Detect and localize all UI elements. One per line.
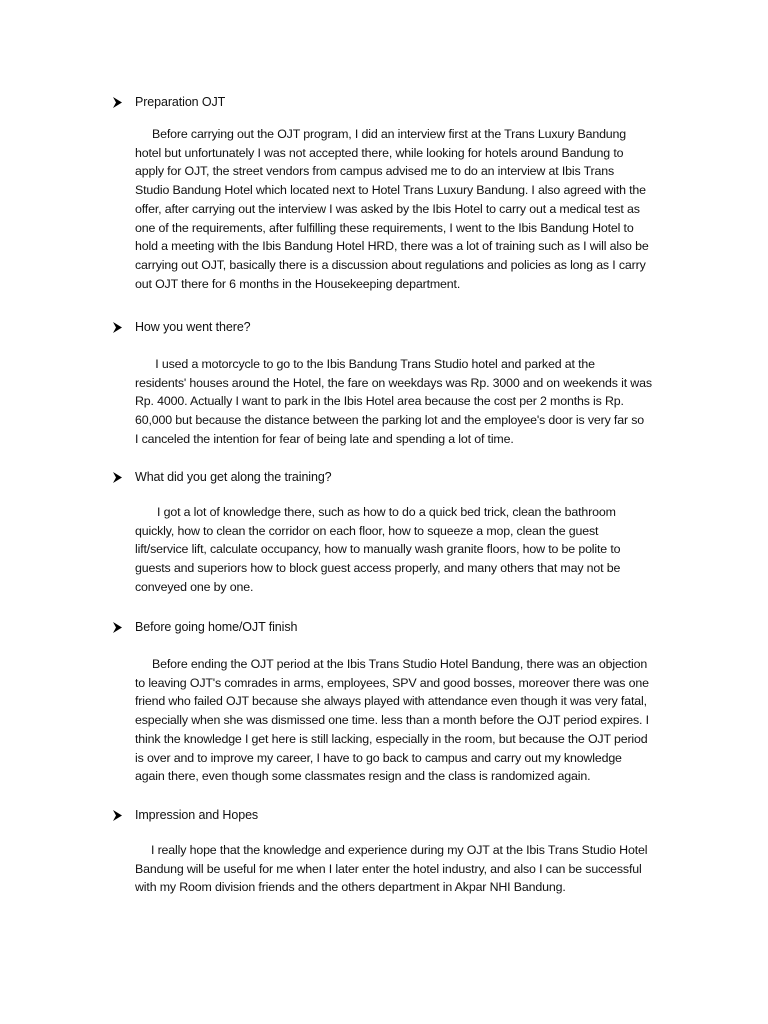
section-paragraph	[135, 841, 672, 897]
arrow-bullet-icon	[112, 97, 135, 108]
paragraph-line: Bandung will be useful for me when I later enter the hotel industry, and also I can be successful	[135, 861, 642, 876]
paragraph-line: Before carrying out the OJT program, I did an interview first at the Trans Luxury Bandung	[152, 127, 627, 141]
section-heading-text: What did you get along the training?	[135, 470, 332, 484]
paragraph-line: conveyed one by one.	[135, 579, 254, 594]
paragraph-line: I got a lot of knowledge there, such as how to do a quick bed trick, clean the bathroom	[157, 505, 616, 519]
section-paragraph	[135, 655, 672, 786]
paragraph-line: I really hope that the knowledge and experience during my OJT at the Ibis Trans Studio Hotel	[151, 843, 648, 857]
section-heading-text: Before going home/OJT finish	[135, 620, 298, 634]
paragraph-line: friend who failed OJT because she always played with attendance even though it was very fatal,	[135, 694, 647, 709]
paragraph-line: carrying out OJT, basically there is a discussion about regulations and policies as long as I carry	[135, 257, 646, 272]
arrow-bullet-icon	[112, 810, 135, 821]
section-paragraph	[135, 355, 672, 449]
paragraph-line: is over and to improve my career, I have to go back to campus and carry out my knowledge	[135, 750, 622, 765]
paragraph-line: I used a motorcycle to go to the Ibis Bandung Trans Studio hotel and parked at the	[152, 357, 595, 371]
paragraph-line: offer, after carrying out the interview I was asked by the Ibis Hotel to carry out a medical test as	[135, 201, 640, 216]
paragraph-line: Rp. 4000. Actually I want to park in the Ibis Hotel area because the cost per 2 months is Rp.	[135, 394, 624, 409]
paragraph-line: especially when she was dismissed one time. less than a month before the OJT period expires. I	[135, 713, 649, 728]
paragraph-line: think the knowledge I get here is still lacking, especially in the room, but because the OJT period	[135, 731, 648, 746]
section-preparation-ojt	[112, 92, 672, 293]
paragraph-line: apply for OJT, the street vendors from campus advised me to do an interview at Ibis Trans	[135, 164, 615, 179]
section-heading	[112, 467, 672, 487]
paragraph-line: out OJT there for 6 months in the Housekeeping department.	[135, 276, 461, 291]
section-heading	[112, 92, 672, 112]
paragraph-line: I canceled the intention for fear of being late and spending a lot of time.	[135, 431, 514, 446]
paragraph-line: one of the requirements, after fulfilling these requirements, I went to the Ibis Bandung Hotel to	[135, 220, 634, 235]
paragraph-line: hold a meeting with the Ibis Bandung Hotel HRD, there was a lot of training such as I will also be	[135, 239, 649, 254]
paragraph-line: hotel but unfortunately I was not accepted there, while looking for hotels around Bandung to	[135, 145, 624, 160]
arrow-bullet-icon	[112, 322, 135, 333]
section-heading-text: Impression and Hopes	[135, 808, 259, 822]
section-before-going-home	[112, 617, 672, 786]
paragraph-line: Before ending the OJT period at the Ibis Trans Studio Hotel Bandung, there was an objection	[152, 657, 648, 671]
arrow-bullet-icon	[112, 622, 135, 633]
paragraph-line: residents' houses around the Hotel, the fare on weekdays was Rp. 3000 and on weekends it was	[135, 375, 652, 390]
section-heading-text: Preparation OJT	[135, 95, 226, 109]
paragraph-line: to leaving OJT's comrades in arms, employees, SPV and good bosses, moreover there was one	[135, 675, 649, 690]
section-heading	[112, 805, 672, 825]
section-paragraph	[135, 125, 672, 293]
section-how-you-went-there	[112, 317, 672, 449]
section-impression-and-hopes	[112, 805, 672, 897]
section-paragraph	[135, 503, 672, 597]
paragraph-line: 60,000 but because the distance between the parking lot and the employee's door is very far so	[135, 413, 645, 428]
paragraph-line: Studio Bandung Hotel which located next to Hotel Trans Luxury Bandung. I also agreed with the	[135, 183, 646, 198]
section-heading	[112, 317, 672, 337]
paragraph-line: with my Room division friends and the others department in Akpar NHI Bandung.	[135, 880, 566, 895]
section-heading-text: How you went there?	[135, 320, 251, 334]
paragraph-line: quickly, how to clean the corridor on each floor, how to squeeze a mop, clean the guest	[135, 523, 599, 538]
paragraph-line: again there, even though some classmates resign and the class is randomized again.	[135, 769, 591, 784]
paragraph-line: lift/service lift, calculate occupancy, how to manually wash granite floors, how to be polite to	[135, 542, 621, 557]
paragraph-line: guests and superiors how to block guest access properly, and many others that may not be	[135, 561, 621, 576]
section-heading	[112, 617, 672, 637]
arrow-bullet-icon	[112, 472, 135, 483]
section-what-did-you-get	[112, 467, 672, 597]
